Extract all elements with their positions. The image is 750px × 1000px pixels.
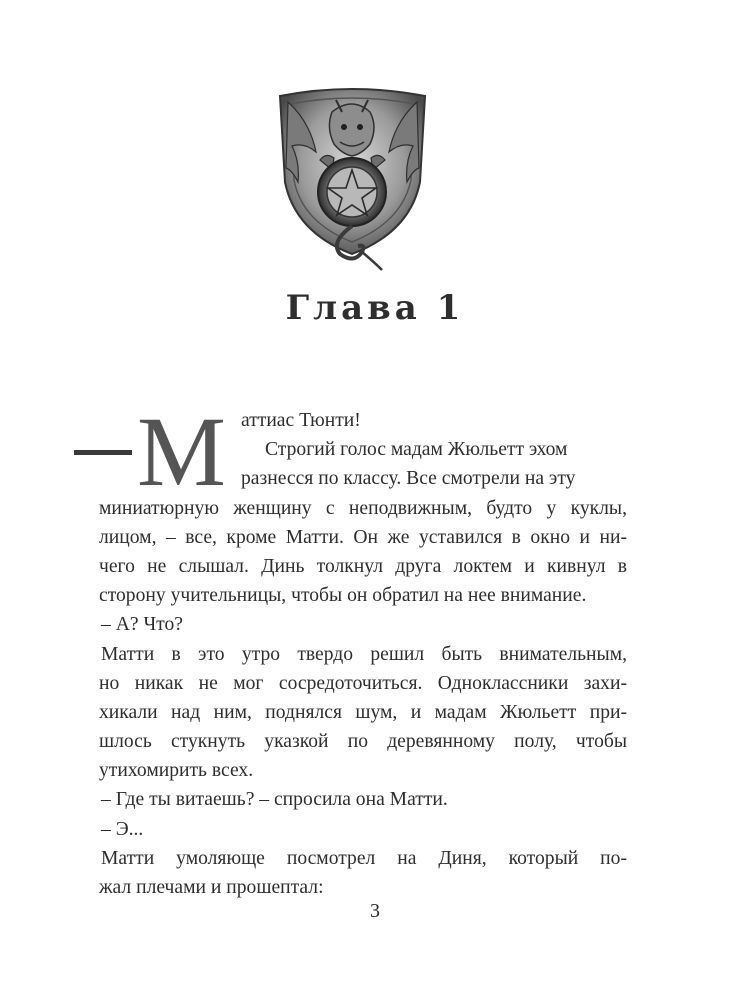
text-line: разнесся по классу. Все смотрели на эту [241,468,576,490]
text-line: хикали над ним, поднялся шум, и мадам Жюльетт при- [99,701,627,723]
dropcap-lines [241,406,627,494]
text-line: – Э... [101,818,144,840]
text-line: аттиас Тюнти! [241,410,361,431]
text-line: Матти в это утро твердо решил быть внимательным, [101,643,627,665]
chapter-title: Глава 1 [285,288,465,328]
page-number: 3 [370,900,380,922]
text-line: чего не слышал. Динь толкнул друга локтем и кивнул в [99,555,627,577]
dropcap-letter: М [137,396,226,507]
text-line: шлось стукнуть указкой по деревянному полу, чтобы [99,731,627,753]
dialogue-dash [74,450,132,455]
text-line: утихомирить всех. [99,760,254,782]
text-line: – А? Что? [101,614,183,636]
text-line: Матти умоляюще посмотрел на Диня, который по- [101,847,627,869]
text-line: но никак не мог сосредоточиться. Одноклассники захи- [99,672,627,694]
dropcap-paragraph [99,396,627,507]
text-line: лицом, – все, кроме Матти. Он же уставился в окно и ни- [99,526,627,548]
text-line: сторону учительницы, чтобы он обратил на нее внимание. [99,585,587,607]
text-line: Строгий голос мадам Жюльетт эхом [265,439,568,461]
dragon-shield-emblem-icon [270,82,435,272]
text-line: жал плечами и прошептал: [99,877,324,899]
text-line: – Где ты витаешь? – спросила она Матти. [101,789,448,811]
chapter-text [99,396,627,902]
text-line: миниатюрную женщину с неподвижным, будто у куклы, [99,497,627,519]
